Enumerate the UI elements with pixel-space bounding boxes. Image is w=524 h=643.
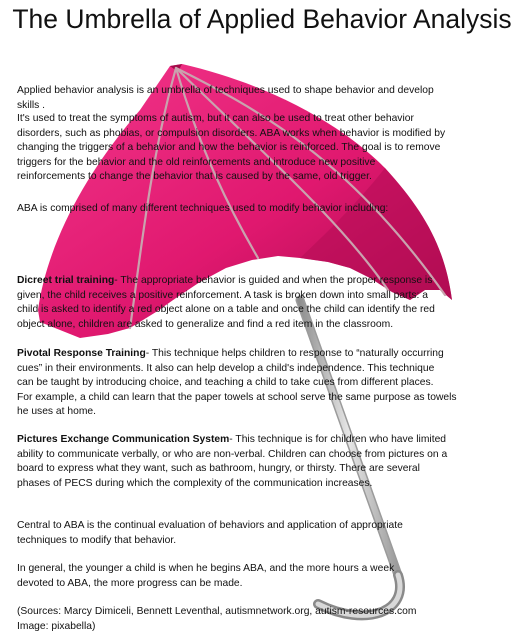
pivotal-response-section bbox=[17, 347, 517, 420]
paragraph-line: devoted to ABA, the more progress can be made. bbox=[17, 577, 243, 589]
techniques-intro: ABA is comprised of many different techniques used to modify behavior including: bbox=[17, 203, 389, 214]
section-line: For example, a child can learn that the paper towels at school serve the same purpose as towels bbox=[17, 391, 457, 403]
section-line: board to express what they want, such as bathroom, hungry, or thirsty. There are several bbox=[17, 463, 420, 474]
page-title: The Umbrella of Applied Behavior Analysis bbox=[12, 4, 512, 34]
sources-paragraph bbox=[17, 605, 517, 634]
paragraph-line: Central to ABA is the continual evaluation of behaviors and application of appropriate bbox=[17, 520, 403, 531]
central-paragraph bbox=[17, 519, 517, 548]
paragraph-line: reinforcements to change the behavior that is caused by the same, old trigger. bbox=[17, 171, 372, 182]
sources-line: (Sources: Marcy Dimiceli, Bennett Leventhal, autismnetwork.org, autism-resources.com bbox=[17, 606, 417, 617]
paragraph-line: disorders, such as phobias, or compulsion disorders. ABA works when behavior is modified by bbox=[17, 127, 446, 139]
general-paragraph bbox=[17, 562, 517, 591]
image-credit-line: Image: pixabella) bbox=[17, 620, 96, 632]
pecs-section bbox=[17, 433, 517, 491]
intro-line: Applied behavior analysis is an umbrella of techniques used to shape behavior and develop bbox=[17, 85, 434, 96]
section-line: cues” in their environments. It also can help develop a child's independence. This technique bbox=[17, 362, 435, 374]
intro-line: skills . bbox=[17, 99, 46, 111]
paragraph-line: In general, the younger a child is when he begins ABA, and the more hours a week bbox=[17, 563, 395, 574]
intro-paragraph bbox=[17, 84, 517, 113]
autism-paragraph bbox=[17, 112, 517, 185]
section-line: phases of PECS during which the complexity of the communication increases. bbox=[17, 477, 373, 489]
paragraph-line: techniques to modify that behavior. bbox=[17, 534, 177, 546]
section-line: child is asked to identify a red object alone on a table and once the child can identify the red bbox=[17, 304, 435, 315]
section-line: he uses at home. bbox=[17, 406, 96, 417]
section-heading: Pivotal Response Training bbox=[17, 348, 146, 359]
section-heading: Dicreet trial training bbox=[17, 275, 115, 286]
section-line: ability to communicate verbally, or who are non-verbal. Children can choose from pictures on a bbox=[17, 448, 448, 460]
section-heading: Pictures Exchange Communication System bbox=[17, 434, 230, 445]
paragraph-line: It's used to treat the symptoms of autism, but it can also be used to treat other behavior bbox=[17, 113, 414, 124]
section-line: given, the child receives a positive reinforcement. A task is broken down into small parts: a bbox=[17, 289, 428, 301]
section-text: - The appropriate behavior is guided and when the proper response is bbox=[114, 275, 433, 286]
section-text: - This technique is for children who have limited bbox=[229, 434, 447, 445]
discrete-trial-section bbox=[17, 274, 517, 332]
section-line: can be taught by introducing choice, and teaching a child to take cues from different places. bbox=[17, 377, 434, 388]
section-line: object alone, children are asked to generalize and find a red item in the classroom. bbox=[17, 318, 394, 330]
paragraph-line: changing the triggers of a behavior and how the behavior is reinforced. The goal is to remove bbox=[17, 142, 441, 153]
section-text: - This technique helps children to response to “naturally occurring bbox=[145, 348, 444, 359]
paragraph-line: triggers for the behavior and the old reinforcements and introduce new positive bbox=[17, 156, 376, 168]
